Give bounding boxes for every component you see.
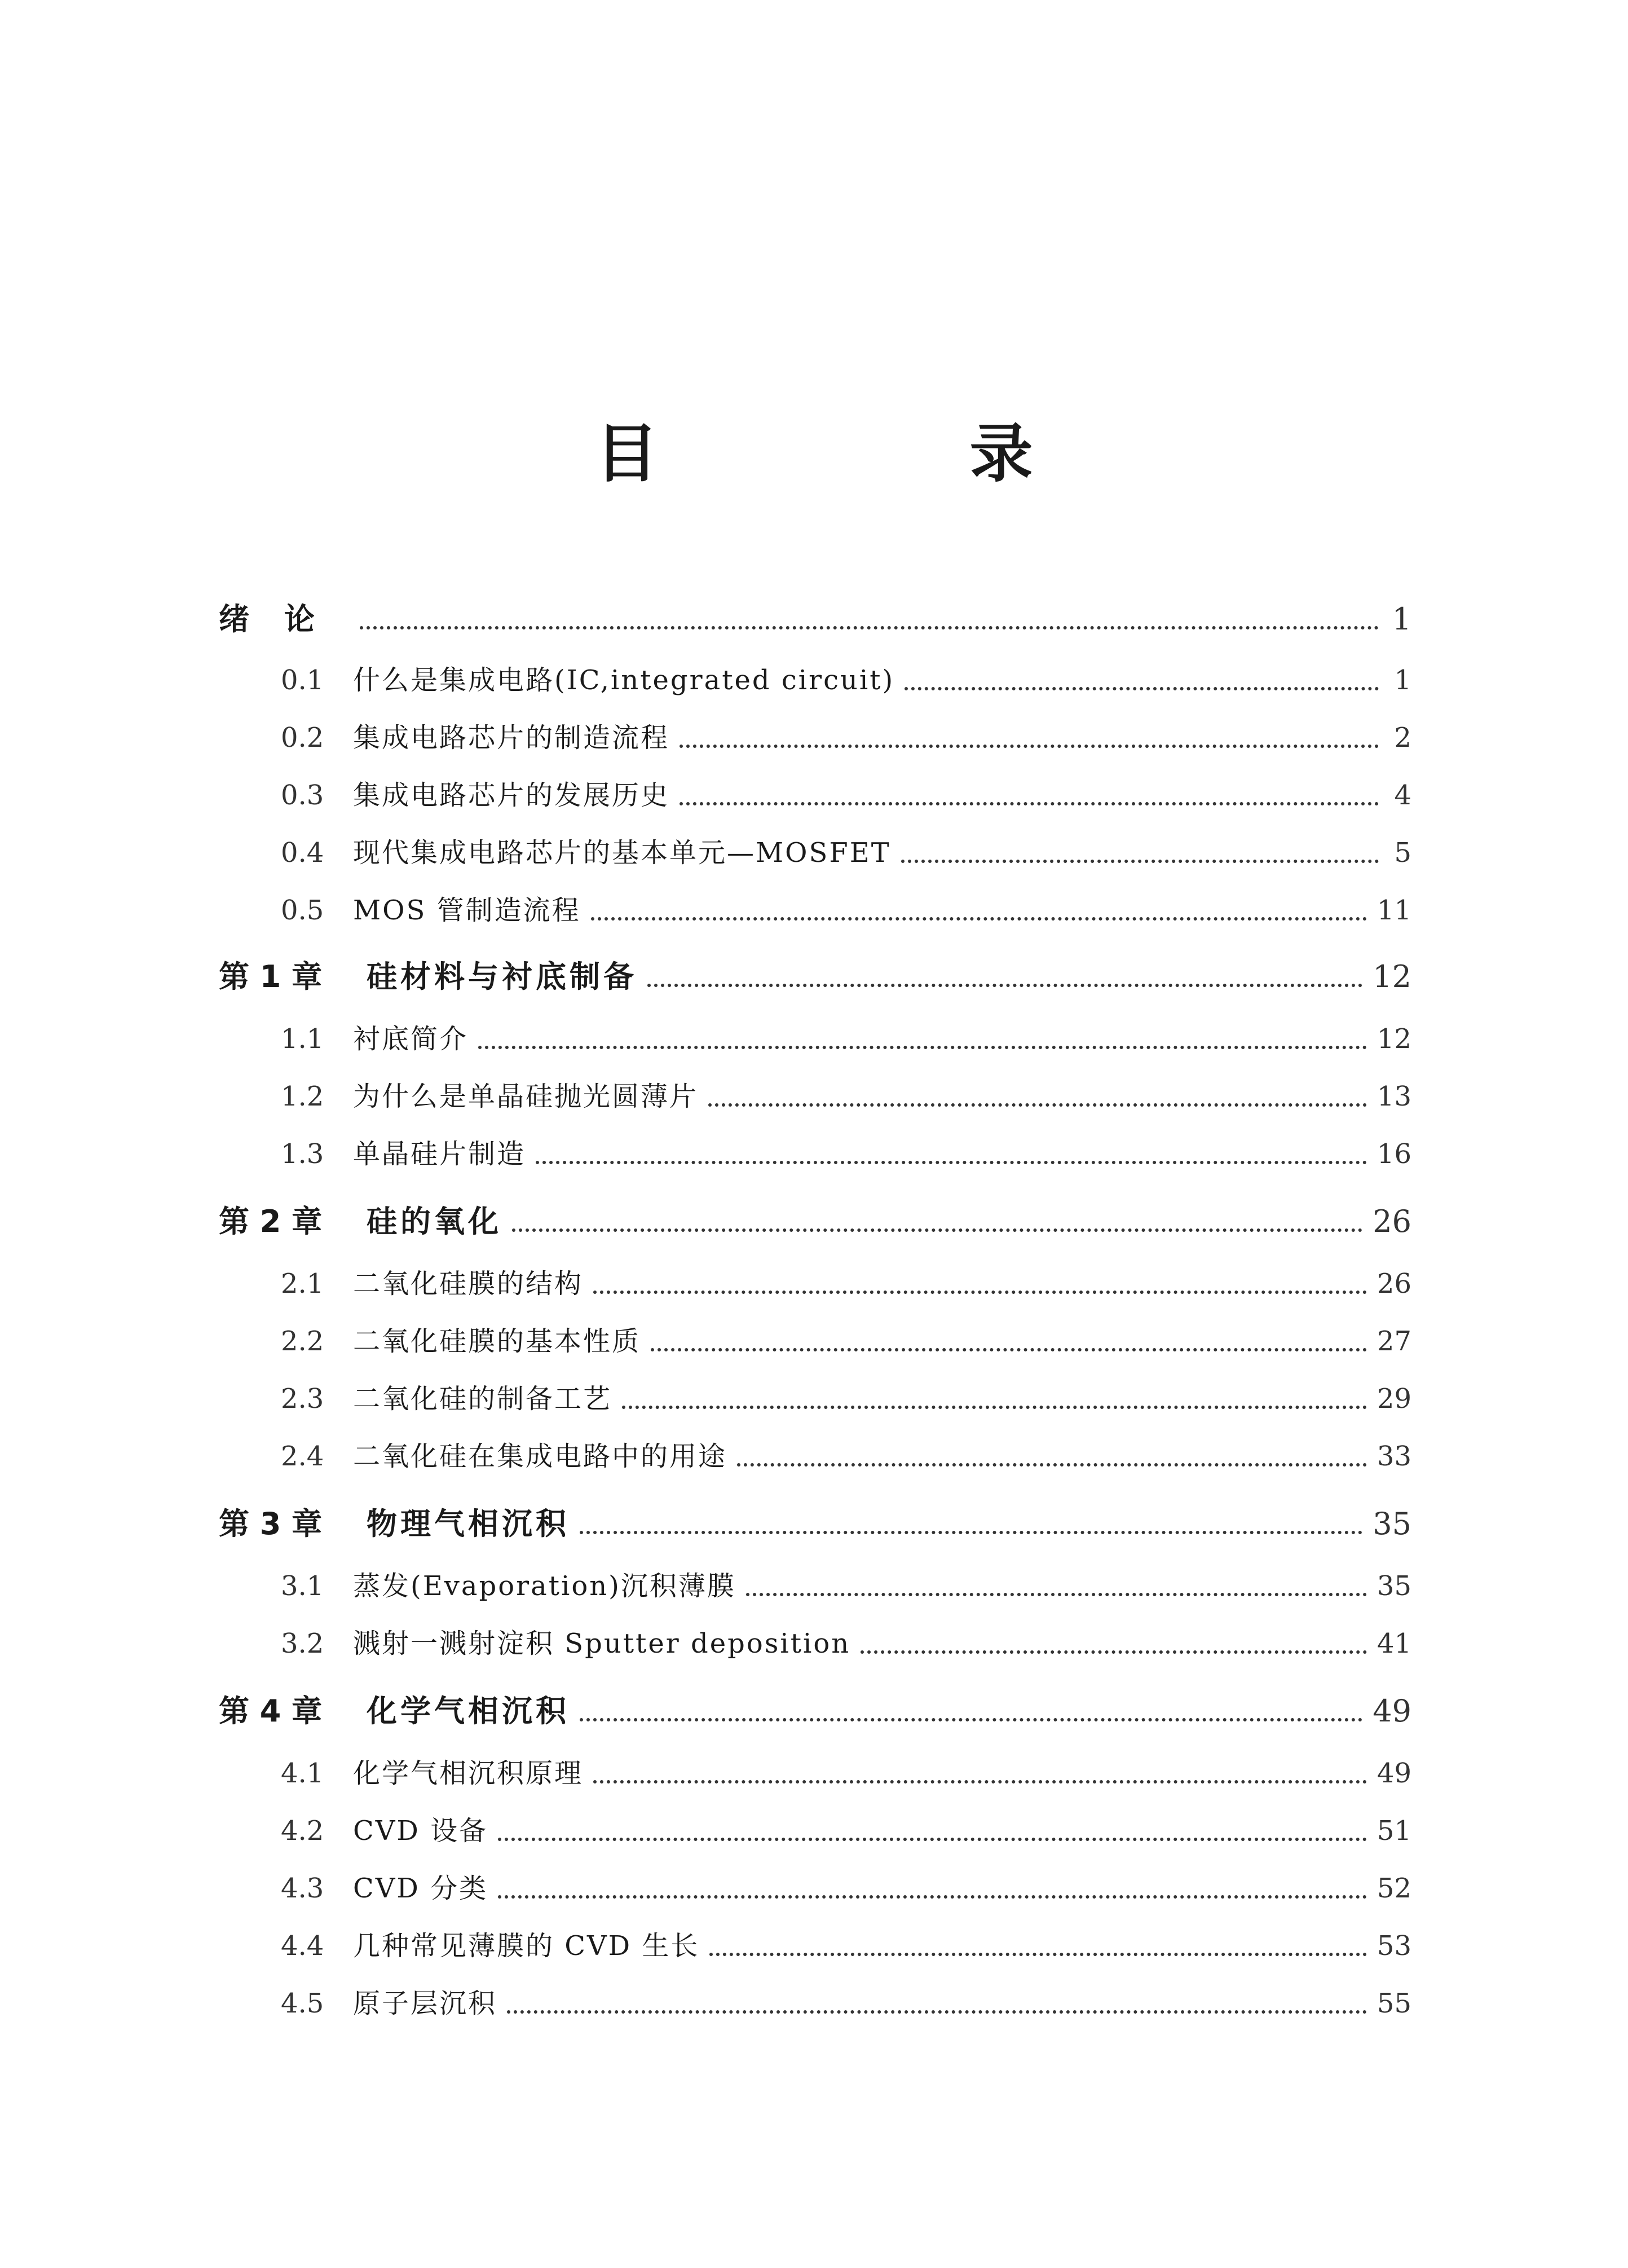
section-number: 2.4: [281, 1441, 324, 1472]
page-number: 27: [1376, 1325, 1411, 1357]
page-number: 2: [1394, 722, 1411, 754]
toc-section[interactable]: [281, 1017, 1411, 1056]
section-title: 二氧化硅膜的结构: [353, 1268, 584, 1300]
dot-leader: [360, 626, 1379, 629]
section-title: 单晶硅片制造: [353, 1138, 526, 1170]
section-number: 0.5: [281, 895, 324, 926]
toc-intro[interactable]: [219, 595, 1411, 638]
dot-leader: [708, 1103, 1367, 1107]
section-title: 蒸发(Evaporation)沉积薄膜: [353, 1570, 736, 1602]
section-number: 2.1: [281, 1268, 324, 1300]
section-number: 1.1: [281, 1023, 324, 1055]
section-number: 4.1: [281, 1758, 324, 1789]
section-title: 集成电路芯片的制造流程: [353, 722, 670, 754]
dot-leader: [580, 1531, 1362, 1534]
dot-leader: [593, 1291, 1367, 1294]
toc-section[interactable]: [281, 658, 1411, 697]
toc-section[interactable]: [281, 1377, 1411, 1416]
page-number: 13: [1376, 1081, 1411, 1112]
page-number: 12: [1376, 1023, 1411, 1055]
dot-leader: [737, 1463, 1367, 1467]
page-number: 49: [1376, 1758, 1411, 1789]
page-number: 5: [1394, 837, 1411, 869]
chapter-title: 硅的氧化: [367, 1204, 502, 1239]
section-title: MOS 管制造流程: [353, 895, 581, 926]
toc-section[interactable]: [281, 888, 1411, 927]
section-title: 集成电路芯片的发展历史: [353, 780, 670, 811]
dot-leader: [498, 1838, 1367, 1841]
chapter-label: 第 3 章: [219, 1506, 323, 1542]
section-number: 3.1: [281, 1570, 324, 1602]
section-number: 1.2: [281, 1081, 324, 1112]
section-title: 二氧化硅的制备工艺: [353, 1383, 612, 1415]
section-number: 0.1: [281, 664, 324, 696]
dot-leader: [680, 745, 1379, 748]
chapter-title: 硅材料与衬底制备: [367, 959, 637, 994]
page-number: 12: [1373, 959, 1411, 994]
chapter-title: 物理气相沉积: [367, 1506, 570, 1542]
toc-section[interactable]: [281, 1074, 1411, 1113]
section-number: 0.2: [281, 722, 324, 754]
page-number: 51: [1376, 1815, 1411, 1847]
section-number: 4.3: [281, 1873, 324, 1904]
toc-chapter[interactable]: [219, 1500, 1411, 1543]
section-number: 4.2: [281, 1815, 324, 1847]
page-number: 1: [1394, 664, 1411, 696]
section-title: 衬底简介: [353, 1023, 469, 1055]
toc-section[interactable]: [281, 716, 1411, 755]
section-title: 为什么是单晶硅抛光圆薄片: [353, 1081, 699, 1112]
section-title: 二氧化硅膜的基本性质: [353, 1325, 641, 1357]
toc-section[interactable]: [281, 1981, 1411, 2020]
section-number: 3.2: [281, 1628, 324, 1659]
chapter-label: 第 2 章: [219, 1204, 323, 1239]
section-title: 化学气相沉积原理: [353, 1758, 584, 1789]
dot-leader: [591, 917, 1367, 921]
toc-section[interactable]: [281, 773, 1411, 812]
page-number: 4: [1394, 780, 1411, 811]
dot-leader: [651, 1348, 1367, 1351]
section-title: CVD 设备: [353, 1815, 488, 1847]
toc-section[interactable]: [281, 1866, 1411, 1905]
section-title: 什么是集成电路(IC,integrated circuit): [353, 664, 895, 696]
page-number: 16: [1376, 1138, 1411, 1170]
dot-leader: [709, 1953, 1367, 1956]
dot-leader: [622, 1406, 1367, 1409]
page-number: 35: [1373, 1506, 1411, 1542]
toc-section[interactable]: [281, 1434, 1411, 1473]
page-number: 29: [1376, 1383, 1411, 1415]
dot-leader: [593, 1780, 1367, 1783]
dot-leader: [901, 860, 1379, 863]
section-number: 4.4: [281, 1930, 324, 1962]
toc-section[interactable]: [281, 1564, 1411, 1603]
page-number: 35: [1376, 1570, 1411, 1602]
toc-section[interactable]: [281, 1809, 1411, 1848]
section-title: 溅射一溅射淀积 Sputter deposition: [353, 1628, 851, 1659]
page-number: 26: [1373, 1204, 1411, 1239]
toc-section[interactable]: [281, 1262, 1411, 1301]
toc-section[interactable]: [281, 1319, 1411, 1358]
page-number: 49: [1373, 1693, 1411, 1729]
dot-leader: [536, 1161, 1367, 1164]
page-number: 11: [1376, 895, 1411, 926]
chapter-label: 第 4 章: [219, 1693, 323, 1729]
dot-leader: [498, 1895, 1367, 1899]
section-number: 1.3: [281, 1138, 324, 1170]
section-number: 4.5: [281, 1988, 324, 2019]
chapter-title: 化学气相沉积: [367, 1693, 570, 1729]
toc-section[interactable]: [281, 1132, 1411, 1171]
section-number: 2.3: [281, 1383, 324, 1415]
dot-leader: [861, 1650, 1367, 1654]
section-number: 2.2: [281, 1325, 324, 1357]
page-title: 目 录: [595, 417, 1157, 491]
toc-section[interactable]: [281, 1751, 1411, 1790]
page-number: 26: [1376, 1268, 1411, 1300]
section-title: 二氧化硅在集成电路中的用途: [353, 1441, 727, 1472]
toc-section[interactable]: [281, 1924, 1411, 1963]
dot-leader: [512, 1228, 1362, 1232]
page-number: 52: [1376, 1873, 1411, 1904]
page-number: 33: [1376, 1441, 1411, 1472]
section-title: 现代集成电路芯片的基本单元—MOSFET: [353, 837, 891, 869]
section-title: CVD 分类: [353, 1873, 488, 1904]
toc-section[interactable]: [281, 1622, 1411, 1661]
dot-leader: [680, 802, 1379, 805]
toc-chapter[interactable]: [219, 1687, 1411, 1730]
section-title: 几种常见薄膜的 CVD 生长: [353, 1930, 700, 1962]
page-number: 53: [1376, 1930, 1411, 1962]
dot-leader: [478, 1046, 1367, 1049]
section-number: 0.3: [281, 780, 324, 811]
page-number: 1: [1392, 601, 1411, 637]
intro-label: 绪论: [219, 601, 350, 637]
dot-leader: [746, 1593, 1367, 1596]
page-number: 55: [1376, 1988, 1411, 2019]
chapter-label: 第 1 章: [219, 959, 323, 994]
dot-leader: [905, 687, 1379, 690]
dot-leader: [647, 984, 1362, 987]
dot-leader: [580, 1718, 1362, 1721]
section-title: 原子层沉积: [353, 1988, 497, 2019]
toc-section[interactable]: [281, 831, 1411, 870]
section-number: 0.4: [281, 837, 324, 869]
dot-leader: [507, 2010, 1367, 2014]
toc-chapter[interactable]: [219, 1197, 1411, 1241]
page-number: 41: [1376, 1628, 1411, 1659]
toc-chapter[interactable]: [219, 953, 1411, 996]
